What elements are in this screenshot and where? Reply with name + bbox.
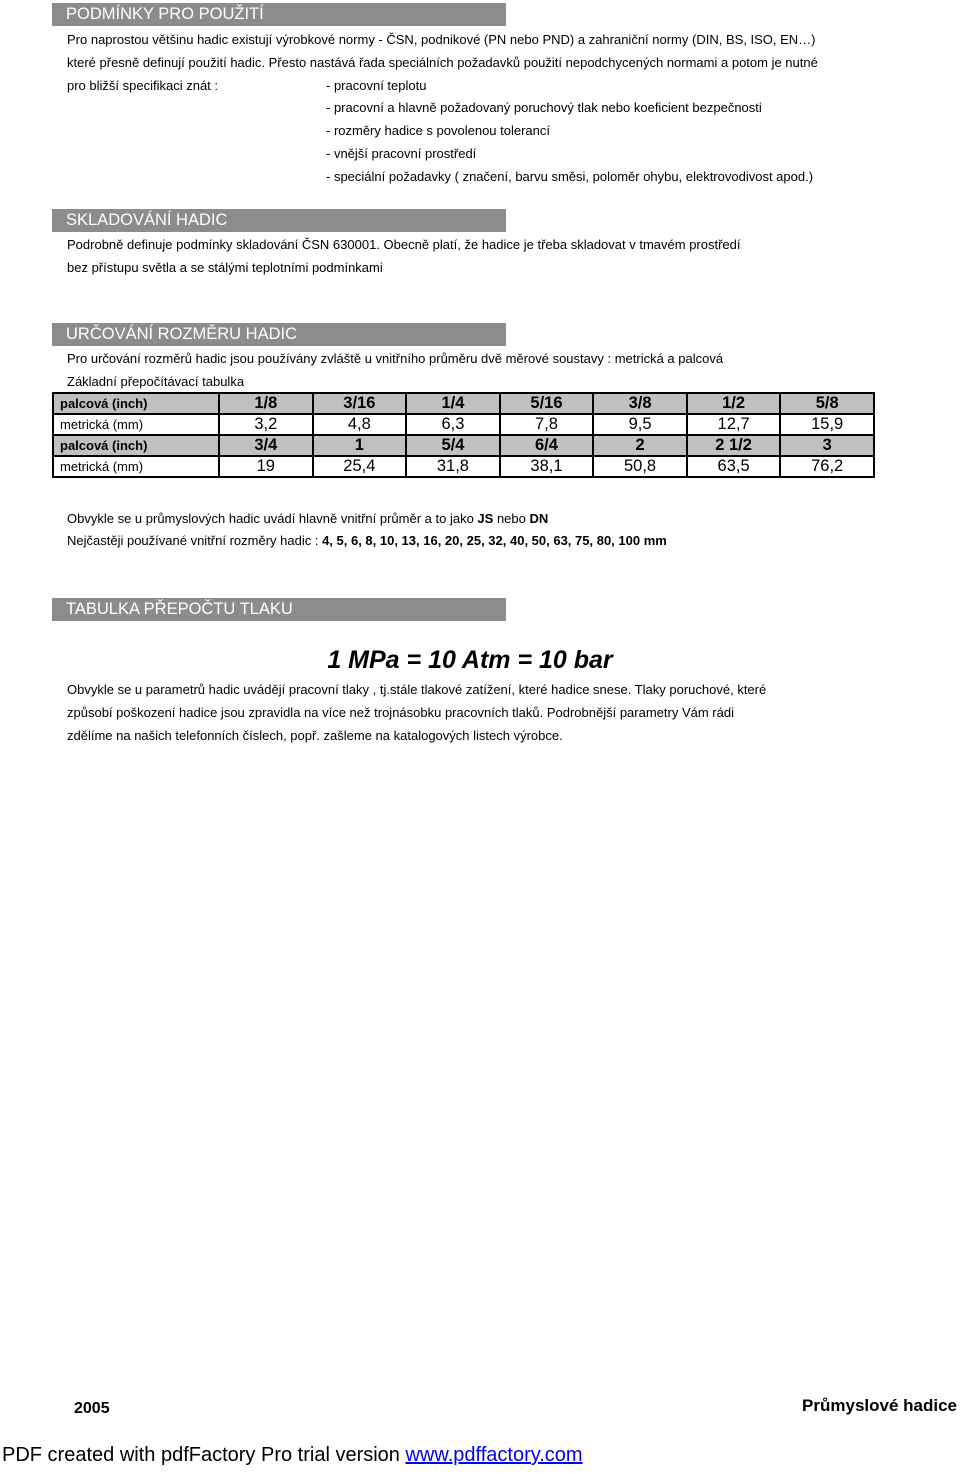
table-cell: 31,8 <box>406 456 500 477</box>
table-cell: 2 <box>593 435 687 456</box>
table-cell: 5/16 <box>500 393 594 414</box>
table-cell: 3/4 <box>219 435 313 456</box>
pdf-notice <box>2 1444 583 1467</box>
conditions-bullet-1: - pracovní teplotu <box>326 78 427 93</box>
note1-dn: DN <box>529 511 549 526</box>
table-cell: 63,5 <box>687 456 781 477</box>
table-cell: 50,8 <box>593 456 687 477</box>
sizing-note-1 <box>67 511 548 527</box>
table-row <box>53 435 874 456</box>
pdf-notice-link[interactable]: www.pdffactory.com <box>405 1444 583 1466</box>
table-cell: 7,8 <box>500 414 594 435</box>
table-cell: 3,2 <box>219 414 313 435</box>
table-cell: 6/4 <box>500 435 594 456</box>
sizing-line-1: Pro určování rozměrů hadic jsou používány zvláště u vnitřního průměru dvě měrové soustavy : metrická a palcová <box>67 351 724 366</box>
table-cell: 3/16 <box>313 393 407 414</box>
section-heading-pressure: TABULKA PŘEPOČTU TLAKU <box>52 598 506 621</box>
table-cell: 3/8 <box>593 393 687 414</box>
conditions-line-1: Pro naprostou většinu hadic existují výrobkové normy - ČSN, podnikové (PN nebo PND) a zahraniční normy (DIN, BS, ISO, EN…) <box>67 32 816 47</box>
table-row <box>53 393 874 414</box>
note2-prefix: Nejčastěji používané vnitřní rozměry hadic : <box>67 533 323 548</box>
pressure-line-1: Obvykle se u parametrů hadic uvádějí pracovní tlaky , tj.stále tlakové zatížení, které hadice snese. Tlaky poruchové, které <box>67 682 767 697</box>
table-row-label: metrická (mm) <box>53 456 219 477</box>
footer-title: Průmyslové hadice <box>802 1396 957 1415</box>
table-row-label: palcová (inch) <box>53 393 219 414</box>
note2-sizes: 4, 5, 6, 8, 10, 13, 16, 20, 25, 32, 40, 50, 63, 75, 80, 100 mm <box>322 533 667 548</box>
table-cell: 76,2 <box>780 456 874 477</box>
section-heading-sizing: URČOVÁNÍ ROZMĚRU HADIC <box>52 323 506 346</box>
pdf-notice-text: PDF created with pdfFactory Pro trial version <box>2 1444 406 1466</box>
note1-prefix: Obvykle se u průmyslových hadic uvádí hlavně vnitřní průměr a to jako <box>67 511 478 526</box>
table-cell: 25,4 <box>313 456 407 477</box>
table-cell: 6,3 <box>406 414 500 435</box>
table-cell: 1/2 <box>687 393 781 414</box>
table-cell: 15,9 <box>780 414 874 435</box>
section-heading-conditions: PODMÍNKY PRO POUŽITÍ <box>52 3 506 26</box>
pressure-formula: 1 MPa = 10 Atm = 10 bar <box>327 646 613 674</box>
table-cell: 1 <box>313 435 407 456</box>
sizing-line-2: Základní přepočítávací tabulka <box>67 374 245 389</box>
storage-line-1: Podrobně definuje podmínky skladování ČSN 630001. Obecně platí, že hadice je třeba skladovat v tmavém prostředí <box>67 237 741 252</box>
table-cell: 9,5 <box>593 414 687 435</box>
table-row-label: palcová (inch) <box>53 435 219 456</box>
table-cell: 12,7 <box>687 414 781 435</box>
table-cell: 5/4 <box>406 435 500 456</box>
table-row <box>53 456 874 477</box>
table-cell: 1/8 <box>219 393 313 414</box>
section-heading-storage: SKLADOVÁNÍ HADIC <box>52 209 506 232</box>
table-cell: 19 <box>219 456 313 477</box>
table-cell: 2 1/2 <box>687 435 781 456</box>
conditions-bullet-2: - pracovní a hlavně požadovaný poruchový tlak nebo koeficient bezpečnosti <box>326 100 762 115</box>
conditions-line-3: pro bližší specifikaci znát : <box>67 78 219 93</box>
conditions-line-2: které přesně definují použití hadic. Přesto nastává řada speciálních požadavků použití nepodchycených normami a potom je nutné <box>67 55 818 70</box>
table-cell: 1/4 <box>406 393 500 414</box>
footer-year: 2005 <box>74 1400 110 1417</box>
note1-js: JS <box>477 511 494 526</box>
pressure-line-3: zdělíme na našich telefonních číslech, popř. zašleme na katalogových listech výrobce. <box>67 728 563 743</box>
sizing-note-2 <box>67 533 667 549</box>
table-cell: 3 <box>780 435 874 456</box>
table-cell: 5/8 <box>780 393 874 414</box>
storage-line-2: bez přístupu světla a se stálými teplotními podmínkami <box>67 260 383 275</box>
conversion-table <box>52 392 875 478</box>
pressure-line-2: způsobí poškození hadice jsou zpravidla na více než trojnásobku pracovních tlaků. Podrobnější parametry Vám rádi <box>67 705 734 720</box>
table-cell: 38,1 <box>500 456 594 477</box>
table-row <box>53 414 874 435</box>
table-row-label: metrická (mm) <box>53 414 219 435</box>
conditions-bullet-3: - rozměry hadice s povolenou tolerancí <box>326 123 551 138</box>
conditions-bullet-5: - speciální požadavky ( značení, barvu směsi, poloměr ohybu, elektrovodivost apod.) <box>326 169 814 184</box>
conditions-bullet-4: - vnější pracovní prostředí <box>326 146 477 161</box>
note1-mid: nebo <box>493 511 530 526</box>
table-cell: 4,8 <box>313 414 407 435</box>
